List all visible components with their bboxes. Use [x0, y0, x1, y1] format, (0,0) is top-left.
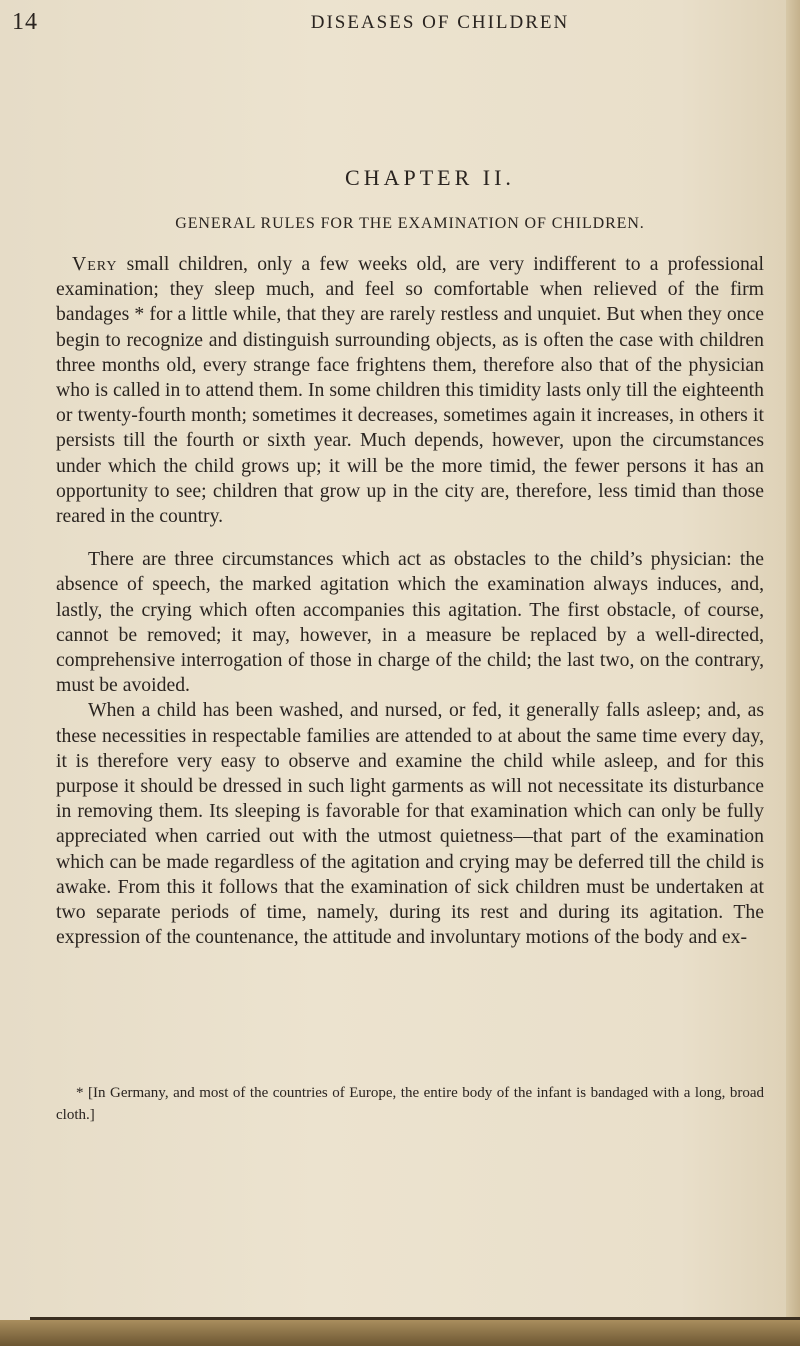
paragraph-1-text: small children, only a few weeks old, are very indifferent to a professional examination; they sleep much, and feel so comfortable when relieved of the firm bandages * for a little while, that they are rarely restless and unquiet. But when they once begin to recognize and distinguish surrounding objects, as is often the case with children three months old, every strange face frightens them, therefore also that of the physician who is called in to attend them. In some children this timidity lasts only till the eighteenth or twenty-fourth month; sometimes it decreases, sometimes again it increases, in others it persists till the fourth or sixth year. Much depends, however, upon the circumstances under which the child grows up; it will be the more timid, the fewer persons it has an opportunity to see; children that grow up in the city are, therefore, less timid than those reared in the country.: [56, 253, 764, 528]
paragraph-2: There are three circumstances which act as obstacles to the child’s physician: the absence of speech, the marked agitation which the examination always induces, and, lastly, the crying which often accompanies this agitation. The first obstacle, of course, cannot be removed; it may, however, in a measure be replaced by a well-directed, comprehensive interrogation of those in charge of the child; the last two, on the contrary, must be avoided.: [56, 548, 764, 697]
footnote-text: * [In Germany, and most of the countries of Europe, the entire body of the infant is bandaged with a long, broad cloth.]: [56, 1085, 764, 1123]
paragraph-1-lead-word: Very: [72, 253, 118, 275]
page-number: 14: [12, 9, 38, 35]
scan-background-strip: [0, 1320, 800, 1346]
paragraph-3: When a child has been washed, and nursed, or fed, it generally falls asleep; and, as these necessities in respectable families are attended to at about the same time every day, it is therefore very easy to observe and examine the child while asleep, and for this purpose it should be dressed in such light garments as will not necessitate its disturbance in removing them. Its sleeping is favorable for that examination which can only be fully appreciated when carried out with the utmost quietness—that part of the examination which can be made regardless of the agitation and crying may be deferred till the child is awake. From this it follows that the examination of sick children must be undertaken at two separate periods of time, namely, during its rest and during its agitation. The expression of the countenance, the attitude and involuntary motions of the body and ex-: [56, 699, 764, 949]
running-title: DISEASES OF CHILDREN: [310, 12, 570, 33]
footnote: [56, 1082, 764, 1126]
running-head: [0, 9, 800, 49]
paragraph-1: [56, 252, 764, 529]
chapter-heading: CHAPTER II.: [345, 165, 515, 190]
body-text: [56, 252, 764, 950]
chapter-subtitle: GENERAL RULES FOR THE EXAMINATION OF CHILDREN.: [175, 215, 645, 232]
page-edge-shadow: [786, 0, 800, 1346]
